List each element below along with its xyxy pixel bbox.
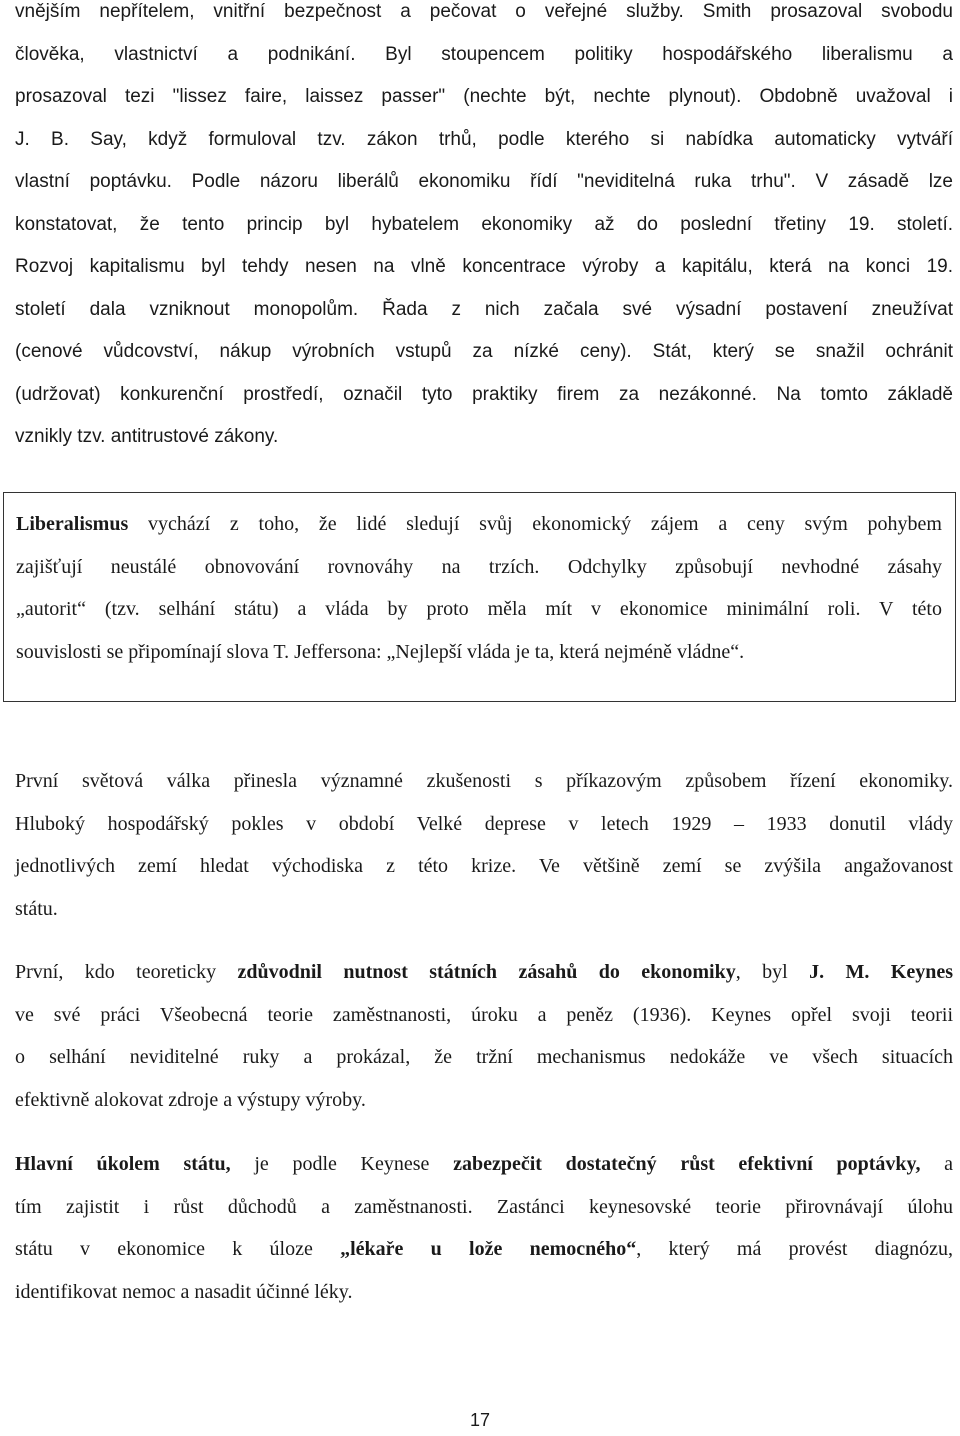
text-line: konstatovat, že tento princip byl hybatelem ekonomiky až do poslední třetiny 19. století. xyxy=(15,213,953,235)
text-line: J. B. Say, když formuloval tzv. zákon trhů, podle kterého si nabídka automaticky vytváří xyxy=(15,128,953,150)
text-span: je podle Keynese xyxy=(230,1153,454,1175)
text-line: vznikly tzv. antitrustové zákony. xyxy=(15,426,279,447)
text-line: První světová válka přinesla významné zkušenosti s příkazovým způsobem řízení ekonomiky. xyxy=(15,770,953,792)
text-line: o selhání neviditelné ruky a prokázal, že tržní mechanismus nedokáže ve všech situacích xyxy=(15,1046,953,1068)
bold-phrase: Hlavní úkolem státu, xyxy=(15,1153,231,1175)
text-line xyxy=(16,503,942,546)
bold-phrase: zabezpečit dostatečný růst efektivní poptávky, xyxy=(453,1153,921,1175)
text-line: ve své práci Všeobecná teorie zaměstnanosti, úroku a peněz (1936). Keynes opřel svoji teorii xyxy=(15,1003,953,1026)
text-line: (udržovat) konkurenční prostředí, označil tyto praktiky firem za nezákonné. Na tomto základě xyxy=(15,383,953,405)
paragraph-liberalism-history xyxy=(15,0,953,459)
text-span: vychází z toho, že lidé sledují svůj ekonomický zájem a ceny svým pohybem xyxy=(128,513,942,535)
bold-phrase: „lékaře u lože nemocného“ xyxy=(340,1238,637,1260)
page-number: 17 xyxy=(469,1410,491,1430)
text-span: , byl xyxy=(735,961,810,983)
text-line: efektivně alokovat zdroje a výstupy výroby. xyxy=(15,1088,366,1111)
text-line: století dala vzniknout monopolům. Řada z nich začala své výsadní postavení zneužívat xyxy=(15,298,953,320)
text-line: „autorit“ (tzv. selhání státu) a vláda by proto měla mít v ekonomice minimální roli. V této xyxy=(16,598,942,620)
text-line: identifikovat nemoc a nasadit účinné léky. xyxy=(15,1280,353,1303)
text-line: státu. xyxy=(15,897,58,920)
text-line: souvislosti se připomínají slova T. Jeffersona: „Nejlepší vláda je ta, která nejméně vládne“. xyxy=(16,640,745,663)
text-span: , který má provést diagnózu, xyxy=(636,1238,954,1260)
text-line: Hluboký hospodářský pokles v období Velké deprese v letech 1929 – 1933 donutil vlády xyxy=(15,812,953,835)
paragraph-world-war xyxy=(15,760,953,930)
text-line: jednotlivých zemí hledat východiska z této krize. Ve většině zemí se zvýšila angažovanost xyxy=(15,855,953,877)
text-line: tím zajistit i růst důchodů a zaměstnanosti. Zastánci keynesovské teorie přirovnávají úlohu xyxy=(15,1195,953,1218)
text-line: (cenové vůdcovství, nákup výrobních vstupů za nízké ceny). Stát, který se snažil ochránit xyxy=(15,341,953,362)
bold-phrase: zdůvodnil nutnost státních zásahů do ekonomiky xyxy=(237,961,736,983)
text-line: prosazoval tezi "lissez faire, laissez passer" (nechte být, nechte plynout). Obdobně uvažoval i xyxy=(15,86,953,107)
text-line xyxy=(15,951,953,994)
text-line: vnějším nepřítelem, vnitřní bezpečnost a pečovat o veřejné služby. Smith prosazoval svobodu xyxy=(15,1,953,22)
text-line xyxy=(15,1143,953,1186)
liberalism-definition-box xyxy=(3,492,956,702)
text-span: státu v ekonomice k úloze xyxy=(15,1238,341,1260)
text-line: zajišťují neustálé obnovování rovnováhy na trzích. Odchylky způsobují nevhodné zásahy xyxy=(16,555,942,578)
bold-name: J. M. Keynes xyxy=(809,961,953,983)
text-span: První, kdo teoreticky xyxy=(15,961,238,983)
text-line: člověka, vlastnictví a podnikání. Byl stoupencem politiky hospodářského liberalismu a xyxy=(15,43,953,65)
text-line xyxy=(15,1228,953,1271)
paragraph-liberalism-definition xyxy=(16,503,942,673)
term-liberalism: Liberalismus xyxy=(16,513,129,535)
text-span: a xyxy=(920,1153,953,1175)
text-line: Rozvoj kapitalismu byl tehdy nesen na vlně koncentrace výroby a kapitálu, která na konci 19. xyxy=(15,256,953,277)
paragraph-state-role xyxy=(15,1143,953,1313)
text-line: vlastní poptávku. Podle názoru liberálů ekonomiku řídí "neviditelná ruka trhu". V zásadě lze xyxy=(15,171,953,192)
paragraph-keynes xyxy=(15,951,953,1121)
